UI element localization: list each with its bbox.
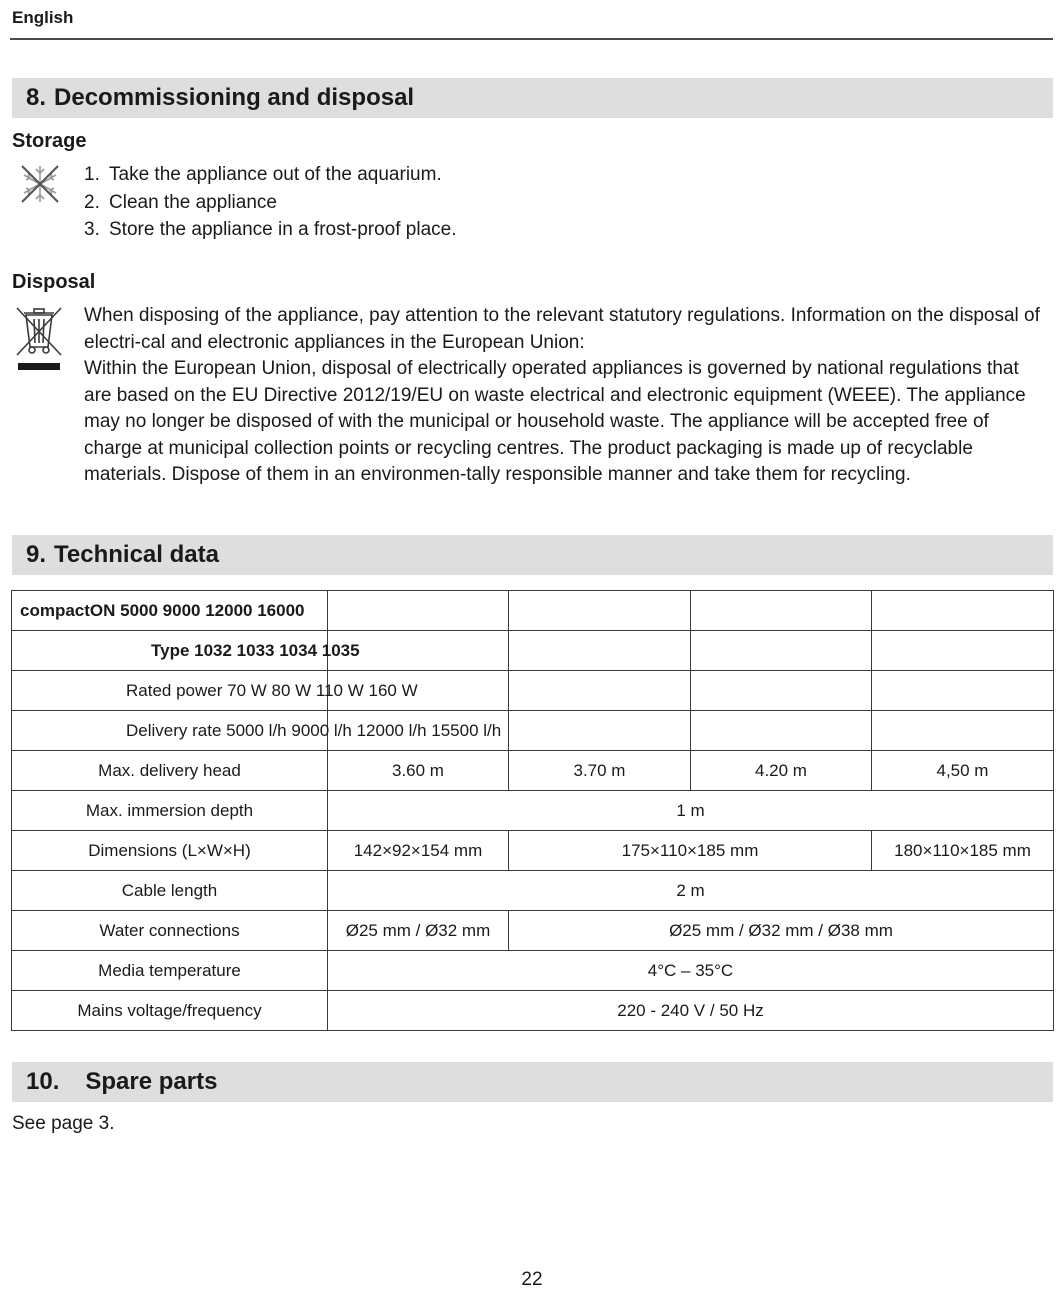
table-cell: [509, 591, 691, 631]
table-cell: [872, 591, 1054, 631]
crossed-wheelie-bin-icon: [14, 305, 64, 380]
table-cell: 175×110×185 mm: [509, 831, 872, 871]
table-row: [12, 751, 1054, 791]
table-row: [12, 991, 1054, 1031]
section-9-heading: [12, 535, 1053, 575]
table-row: [12, 951, 1054, 991]
table-row: [12, 791, 1054, 831]
table-cell: 142×92×154 mm: [328, 831, 509, 871]
table-cell: [691, 591, 872, 631]
section-10-heading: [12, 1062, 1053, 1102]
table-cell: 3.70 m: [509, 751, 691, 791]
table-cell: [691, 631, 872, 671]
table-cell-label: Mains voltage/frequency: [12, 991, 328, 1031]
technical-data-table: [11, 590, 1054, 1031]
table-row: [12, 671, 1054, 711]
table-cell-label: Cable length: [12, 871, 328, 911]
section-9-title: Technical data: [54, 541, 219, 568]
table-cell-label: Max. immersion depth: [12, 791, 328, 831]
snowflake-crossed-icon: [18, 162, 62, 211]
table-row: [12, 911, 1054, 951]
table-cell: Ø25 mm / Ø32 mm: [328, 911, 509, 951]
table-cell: 4,50 m: [872, 751, 1054, 791]
disposal-heading: Disposal: [12, 271, 96, 293]
table-cell: 220 - 240 V / 50 Hz: [328, 991, 1054, 1031]
table-cell: [872, 631, 1054, 671]
table-cell-label: Max. delivery head: [12, 751, 328, 791]
section-8-heading: [12, 78, 1053, 118]
table-cell: 4°C – 35°C: [328, 951, 1054, 991]
table-row: [12, 631, 1054, 671]
disposal-paragraph-2: Within the European Union, disposal of electrically operated appliances is governed by national regulations that are based on the EU Directive 2012/19/EU on waste electrical and electronic equipment (WEEE). The appliance may no longer be disposed of with the municipal or household waste. The appliance will be accepted free of charge at municipal collection points or recycling centres. The product packaging is made up of recyclable materials. Dispose of them in an environmen-tally responsible manner and take them for recycling.: [84, 358, 1026, 485]
storage-steps-list: [84, 161, 456, 244]
table-cell: 3.60 m: [328, 751, 509, 791]
header-language: English: [12, 8, 74, 27]
storage-step: 1. Take the appliance out of the aquarium.: [84, 164, 442, 185]
table-row: [12, 871, 1054, 911]
table-row: [12, 591, 1054, 631]
table-row: [12, 711, 1054, 751]
spare-parts-text: See page 3.: [12, 1113, 115, 1134]
disposal-paragraph-1: When disposing of the appliance, pay attention to the relevant statutory regulations. Information on the disposal of electri-cal and electronic appliances in the European Union:: [84, 305, 1040, 353]
storage-step: 2. Clean the appliance: [84, 191, 277, 213]
storage-step: 3. Store the appliance in a frost-proof place.: [84, 219, 457, 240]
table-cell: [328, 591, 509, 631]
table-cell-label: Dimensions (L×W×H): [12, 831, 328, 871]
section-8-title: Decommissioning and disposal: [54, 84, 415, 111]
table-cell: [509, 671, 691, 711]
table-cell: 180×110×185 mm: [872, 831, 1054, 871]
disposal-text: [84, 303, 1046, 489]
table-cell: 2 m: [328, 871, 1054, 911]
table-cell: Ø25 mm / Ø32 mm / Ø38 mm: [509, 911, 1054, 951]
section-8-number: 8.: [26, 84, 47, 111]
table-cell-label: Water connections: [12, 911, 328, 951]
table-cell-models: compactON 5000 9000 12000 16000: [12, 591, 328, 631]
table-cell: [872, 671, 1054, 711]
table-cell: [691, 671, 872, 711]
table-cell-label: Media temperature: [12, 951, 328, 991]
storage-heading: Storage: [12, 130, 87, 152]
table-row: [12, 831, 1054, 871]
table-cell: [509, 711, 691, 751]
table-cell: 1 m: [328, 791, 1054, 831]
page-number: 22: [521, 1269, 543, 1290]
table-cell-type: Type 1032 1033 1034 1035: [12, 631, 328, 671]
table-cell: [872, 711, 1054, 751]
table-cell: 4.20 m: [691, 751, 872, 791]
header-divider: [10, 38, 1053, 40]
table-cell-rated-power: Rated power 70 W 80 W 110 W 160 W: [12, 671, 328, 711]
section-10-number: 10.: [26, 1068, 60, 1095]
table-cell-delivery-rate: Delivery rate 5000 l/h 9000 l/h 12000 l/h 15500 l/h: [12, 711, 328, 751]
table-cell: [509, 631, 691, 671]
section-9-number: 9.: [26, 541, 47, 568]
section-10-title: Spare parts: [85, 1068, 218, 1095]
table-cell: [691, 711, 872, 751]
